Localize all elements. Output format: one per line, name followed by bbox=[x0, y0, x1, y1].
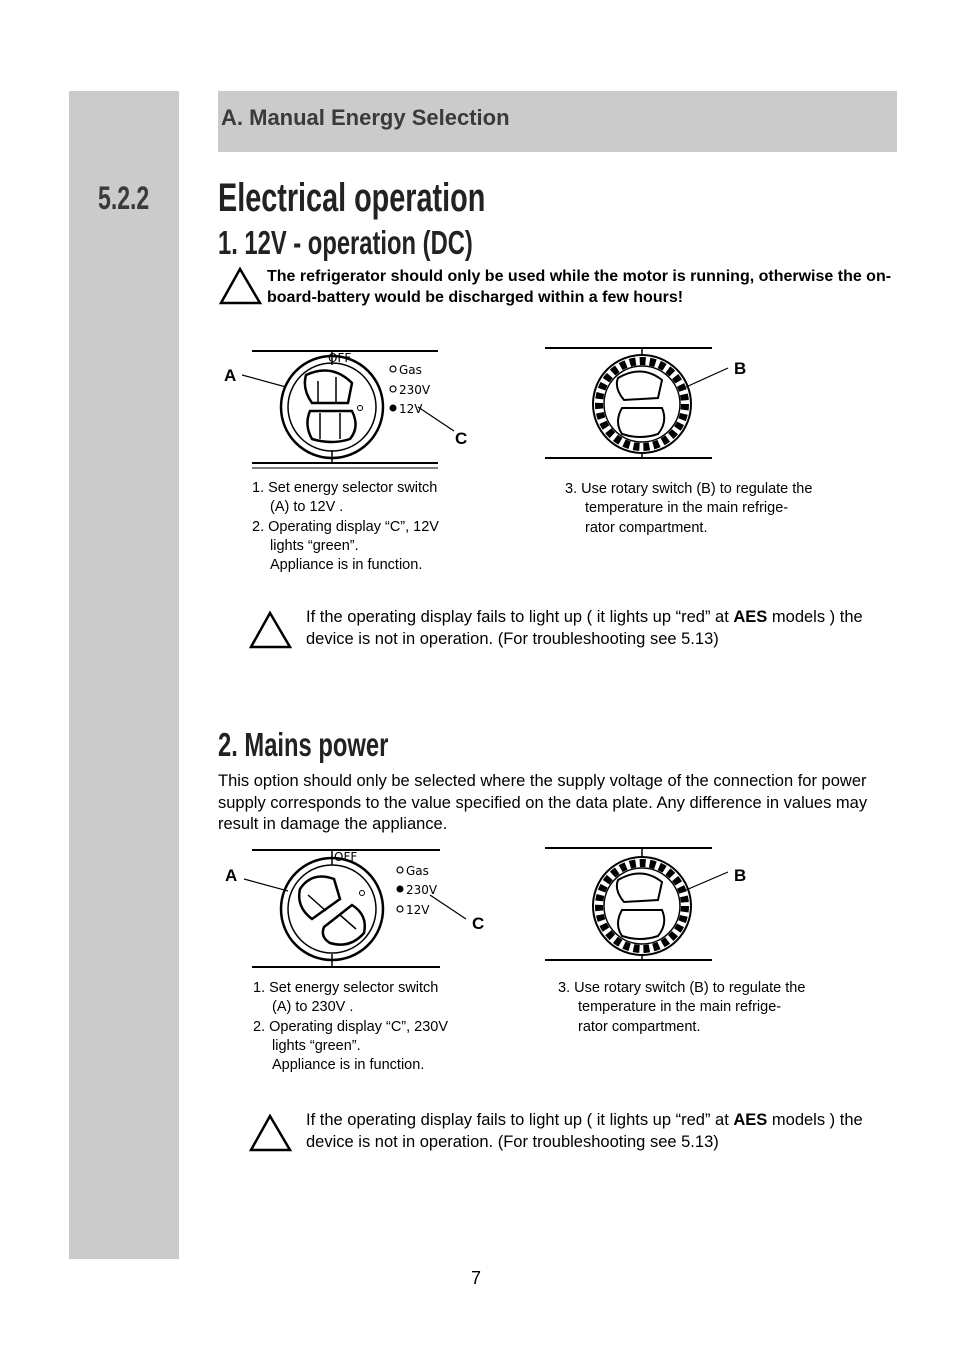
section-number: 5.2.2 bbox=[98, 180, 150, 216]
rotary-switch-figure bbox=[540, 342, 740, 467]
step-line: 3. Use rotary switch (B) to regulate the bbox=[565, 481, 813, 497]
step-line: (A) to 12V . bbox=[270, 499, 344, 516]
note-bold: AES bbox=[733, 608, 768, 626]
step-line: rator compartment. bbox=[585, 519, 708, 536]
warning-icon bbox=[219, 266, 263, 306]
label-c: C bbox=[472, 914, 485, 933]
switch-230v-label: 230V bbox=[406, 883, 438, 897]
step-line: 2. Operating display “C”, 230V bbox=[253, 1018, 449, 1035]
energy-selector-switch-figure bbox=[240, 345, 470, 475]
switch-off-label: OFF bbox=[328, 351, 352, 365]
part1-steps-left bbox=[252, 479, 439, 575]
part2-note bbox=[306, 1109, 896, 1153]
left-margin-band bbox=[69, 91, 179, 1259]
part2-steps-right bbox=[558, 979, 805, 1037]
step-line: lights “green”. bbox=[270, 537, 359, 554]
step-line: lights “green”. bbox=[272, 1037, 361, 1054]
rotary-switch-figure bbox=[540, 842, 740, 967]
part1-title: 1. 12V - operation (DC) bbox=[218, 224, 473, 261]
header-title: A. Manual Energy Selection bbox=[221, 105, 510, 130]
note-text: models ) the device is not in operation. (For troubleshooting see 5.13) bbox=[306, 608, 863, 648]
warning-icon bbox=[249, 610, 293, 650]
step-line: temperature in the main refrige- bbox=[585, 500, 789, 517]
part2-title: 2. Mains power bbox=[218, 726, 389, 763]
switch-12v-label: 12V bbox=[399, 402, 423, 416]
switch-off-label: OFF bbox=[334, 850, 358, 864]
step-line: rator compartment. bbox=[578, 1018, 701, 1035]
label-b: B bbox=[734, 866, 747, 885]
note-text: If the operating display fails to light up ( it lights up “red” at bbox=[306, 608, 734, 626]
part2-paragraph: This option should only be selected where the supply voltage of the connection for power supply corresponds to the value specified on the data plate. Any difference in values may result in damage the appliance. bbox=[218, 772, 868, 833]
section-title: Electrical operation bbox=[218, 176, 486, 220]
part1-note bbox=[306, 606, 896, 650]
part1-warning: The refrigerator should only be used while the motor is running, otherwise the on-board-battery would be discharged within a few hours! bbox=[267, 268, 892, 306]
note-text: models ) the device is not in operation. (For troubleshooting see 5.13) bbox=[306, 1111, 863, 1151]
page-number: 7 bbox=[471, 1268, 482, 1288]
step-line: (A) to 230V . bbox=[272, 999, 354, 1016]
switch-12v-label: 12V bbox=[406, 903, 430, 917]
label-c: C bbox=[455, 429, 468, 448]
energy-selector-switch-figure bbox=[240, 845, 470, 975]
warning-icon bbox=[249, 1113, 293, 1153]
label-b: B bbox=[734, 359, 747, 378]
note-bold: AES bbox=[733, 1111, 768, 1129]
step-line: 1. Set energy selector switch bbox=[253, 980, 439, 996]
step-line: 3. Use rotary switch (B) to regulate the bbox=[558, 980, 806, 996]
step-line: Appliance is in function. bbox=[270, 557, 423, 574]
label-a: A bbox=[224, 366, 237, 385]
note-text: If the operating display fails to light up ( it lights up “red” at bbox=[306, 1111, 734, 1129]
label-a: A bbox=[225, 866, 238, 885]
part2-steps-left bbox=[253, 979, 448, 1075]
part1-steps-right bbox=[565, 480, 812, 538]
step-line: Appliance is in function. bbox=[272, 1057, 425, 1074]
step-line: 1. Set energy selector switch bbox=[252, 480, 438, 496]
switch-gas-label: Gas bbox=[406, 864, 429, 878]
step-line: 2. Operating display “C”, 12V bbox=[252, 518, 439, 535]
step-line: temperature in the main refrige- bbox=[578, 999, 782, 1016]
switch-gas-label: Gas bbox=[399, 363, 422, 377]
switch-230v-label: 230V bbox=[399, 383, 431, 397]
